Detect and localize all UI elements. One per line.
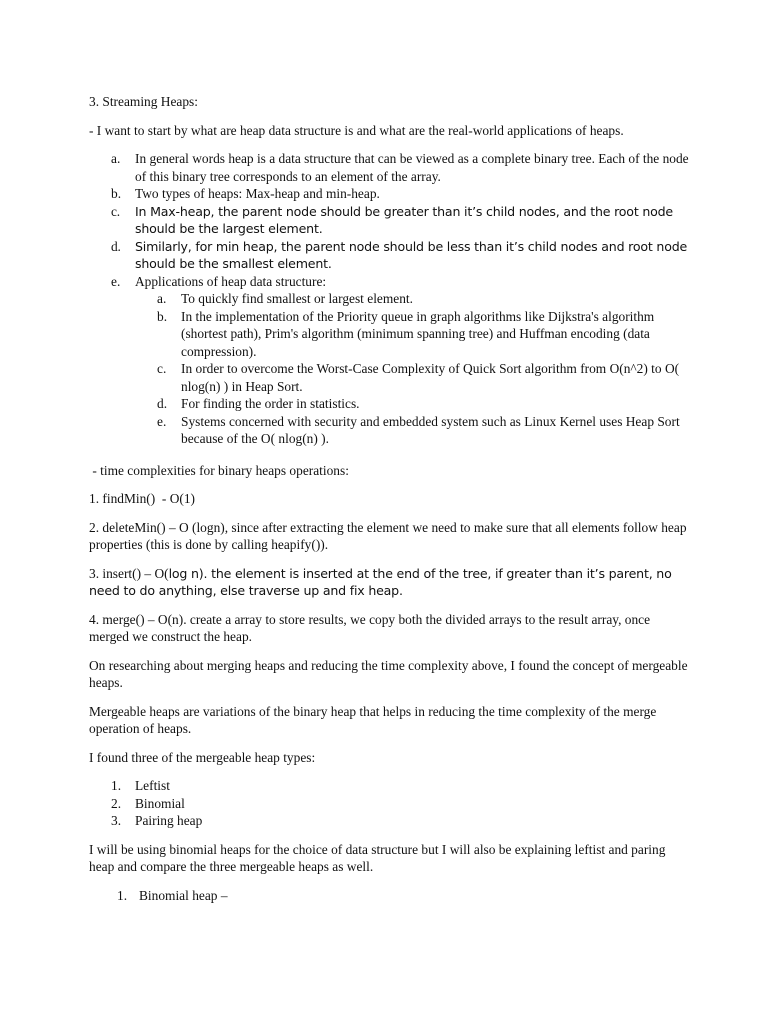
- sub-list-item-text: For finding the order in statistics.: [181, 396, 360, 411]
- list-item-text: Two types of heaps: Max-heap and min-heap.: [135, 186, 380, 201]
- operation-insert-prefix: 3. insert() – O(: [89, 565, 169, 581]
- binomial-choice-paragraph: I will be using binomial heaps for the choice of data structure but I will also be explaining leftist and paring heap and compare the three mergeable heaps as well.: [89, 841, 666, 874]
- operation-delete-min: 2. deleteMin() – O (logn), since after extracting the element we need to make sure that all elements follow heap properties (this is done by calling heapify()).: [89, 519, 687, 552]
- list-item: [111, 273, 689, 291]
- list-item-text: In Max-heap, the parent node should be greater than it’s child nodes, and the root node should be the largest element.: [135, 203, 673, 236]
- list-item: [111, 812, 689, 830]
- list-item: [111, 203, 689, 238]
- sub-list-item-text: In the implementation of the Priority queue in graph algorithms like Dijkstra's algorithm (shortest path), Prim's algorithm (minimum spanning tree) and Huffman encoding (data compression).: [181, 308, 655, 359]
- list-item: [111, 185, 689, 203]
- sub-list-item: [157, 308, 689, 361]
- list-item: [111, 238, 689, 273]
- list-item-label: d.: [111, 238, 121, 254]
- list-item-label: 1.: [111, 778, 122, 793]
- list-item-label: 2.: [111, 795, 122, 811]
- sub-list-item-text: To quickly find smallest or largest element.: [181, 291, 413, 306]
- sub-list-item-label: d.: [157, 396, 168, 411]
- mergeable-types-intro: I found three of the mergeable heap types:: [89, 749, 316, 765]
- sub-list-item-label: e.: [157, 413, 167, 429]
- operation-insert-rest: log n). the element is inserted at the end of the tree, if greater than it’s parent, no need to do anything, else traverse up and fix heap.: [89, 565, 672, 598]
- mergeable-heap-list: [89, 777, 689, 830]
- research-paragraph: On researching about merging heaps and reducing the time complexity above, I found the concept of mergeable heaps.: [89, 657, 688, 690]
- list-item-label: a.: [111, 151, 121, 166]
- list-item: [111, 777, 689, 795]
- list-item-label: 1.: [117, 887, 128, 903]
- list-item-text: Leftist: [135, 778, 170, 793]
- list-item-label: b.: [111, 186, 122, 201]
- operation-merge: 4. merge() – O(n). create a array to store results, we copy both the divided arrays to the result array, once merged we construct the heap.: [89, 611, 651, 644]
- list-item-text: Binomial: [135, 795, 185, 811]
- sub-list-item-label: c.: [157, 361, 167, 376]
- operation-insert: [89, 565, 689, 600]
- operation-find-min: 1. findMin() - O(1): [89, 491, 195, 506]
- mergeable-heaps-paragraph: Mergeable heaps are variations of the binary heap that helps in reducing the time complexity of the merge operation of heaps.: [89, 703, 657, 736]
- sub-list-item: [157, 395, 689, 413]
- list-item-text: Similarly, for min heap, the parent node should be less than it’s child nodes and root node should be the smallest element.: [135, 238, 688, 271]
- list-item: [111, 150, 689, 185]
- sub-list-item: [157, 290, 689, 308]
- complexities-intro: - time complexities for binary heaps operations:: [89, 462, 349, 478]
- list-item-text: In general words heap is a data structure that can be viewed as a complete binary tree. Each of the node of this binary tree corresponds to an element of the array.: [135, 151, 689, 184]
- intro-paragraph: - I want to start by what are heap data structure is and what are the real-world applications of heaps.: [89, 122, 624, 138]
- list-item: [111, 795, 689, 813]
- sub-list-item-text: Systems concerned with security and embedded system such as Linux Kernel uses Heap Sort because of the O( nlog(n) ).: [181, 413, 680, 446]
- list-item-label: 3.: [111, 813, 122, 828]
- list-item-text: Binomial heap –: [139, 887, 228, 903]
- list-item-text: Applications of heap data structure:: [135, 273, 327, 289]
- binomial-heap-item: [117, 887, 689, 905]
- sub-list-item: [157, 413, 689, 448]
- sub-list-item-label: b.: [157, 308, 168, 324]
- section-heading: 3. Streaming Heaps:: [89, 94, 198, 109]
- list-item-label: c.: [111, 203, 120, 219]
- list-item-text: Pairing heap: [135, 813, 203, 828]
- sub-list-item: [157, 360, 689, 395]
- list-item-label: e.: [111, 273, 121, 289]
- sub-list-item-text: In order to overcome the Worst-Case Complexity of Quick Sort algorithm from O(n^2) to O( nlog(n) ) in Heap Sort.: [181, 361, 680, 394]
- document-body: [89, 93, 689, 904]
- heap-overview-list: [89, 150, 689, 448]
- sub-list-item-label: a.: [157, 291, 167, 306]
